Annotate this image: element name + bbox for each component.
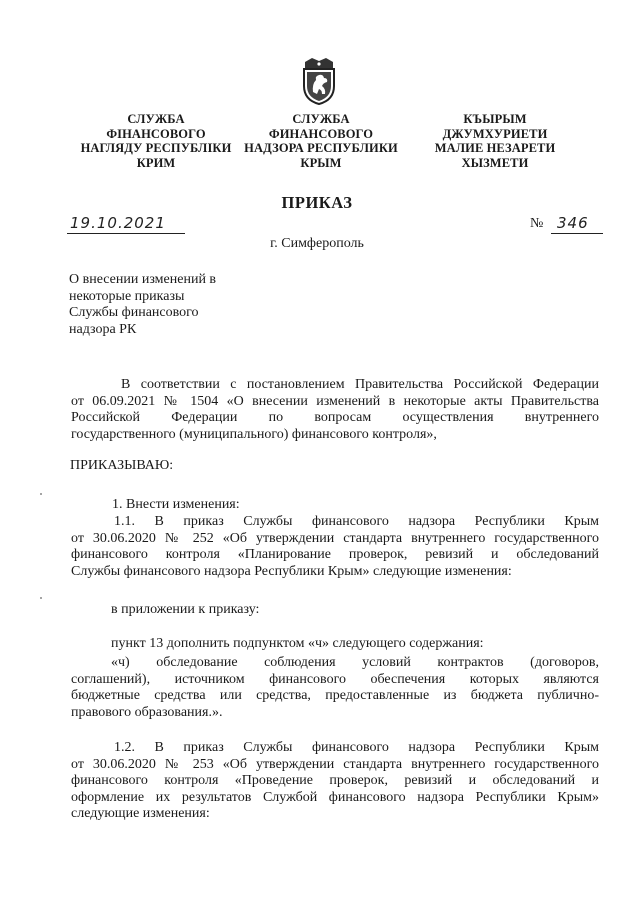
document-date: 19.10.2021 — [70, 214, 166, 232]
document-title: ПРИКАЗ — [281, 193, 353, 212]
city-line: г. Симферополь — [270, 236, 364, 251]
scan-speck — [40, 493, 42, 495]
item-1-2-line: от 30.06.2020 № 253 «Об утверждении стандарта внутреннего государственного — [71, 756, 599, 772]
subpoint-ch-line: соглашений), источником финансового обеспечения которых являются — [71, 671, 599, 687]
header-crimean-tatar: КЪЫРЫМ ДЖУМХУРИЕТИ МАЛИЕ НЕЗАРЕТИ ХЫЗМЕТИ — [434, 112, 556, 170]
item-1: 1. Внести изменения: — [112, 497, 240, 512]
appendix-line: в приложении к приказу: — [111, 602, 260, 617]
order-word: ПРИКАЗЫВАЮ: — [70, 458, 174, 473]
item-1-2-line: финансового контроля «Проведение проверок, ревизий и обследований и — [71, 773, 599, 788]
item-1-2-line: 1.2. В приказ Службы финансового надзора Республики Крым — [114, 740, 599, 755]
subpoint-ch-line: «ч) обследование соблюдения условий контрактов (договоров, — [111, 655, 599, 670]
item-1-1-line: Службы финансового надзора Республики Крым» следующие изменения: — [71, 563, 512, 579]
document-number: 346 — [557, 214, 589, 232]
number-sign: № — [530, 216, 544, 231]
subpoint-ch-paragraph — [71, 655, 599, 721]
item-1-2-paragraph — [71, 740, 599, 823]
scan-speck — [40, 597, 42, 599]
document-subject: О внесении изменений в некоторые приказы Службы финансового надзора РК — [69, 272, 217, 337]
item-1-2-line: оформление их результатов Службой финансового надзора Республики Крым» — [71, 789, 599, 805]
subpoint-ch-line: бюджетные средства или средства, предоставленные из бюджета публично- — [71, 688, 599, 703]
item-1-1-line: финансового контроля «Планирование проверок, ревизий и обследований — [71, 547, 599, 562]
item-1-1-line: 1.1. В приказ Службы финансового надзора Республики Крым — [114, 514, 599, 529]
preamble-line: от 06.09.2021 № 1504 «О внесении изменений в некоторые акты Правительства — [71, 393, 599, 409]
item-1-1-paragraph — [71, 514, 599, 580]
preamble-line: Российской Федерации по вопросам осуществления внутреннего — [71, 410, 599, 425]
item-1-1-line: от 30.06.2020 № 252 «Об утверждении стандарта внутреннего государственного — [71, 530, 599, 546]
header-ukrainian: СЛУЖБА ФІНАНСОВОГО НАГЛЯДУ РЕСПУБЛІКИ КРИМ — [80, 112, 232, 170]
preamble-line: В соответствии с постановлением Правительства Российской Федерации — [121, 377, 599, 392]
point-13-line: пункт 13 дополнить подпунктом «ч» следующего содержания: — [111, 636, 484, 651]
preamble-line: государственного (муниципального) финансового контроля», — [71, 426, 437, 442]
crimea-coat-of-arms-icon — [299, 56, 339, 106]
subpoint-ch-line: правового образования.». — [71, 704, 223, 720]
preamble-paragraph — [71, 377, 599, 443]
item-1-2-line: следующие изменения: — [71, 806, 210, 821]
header-russian: СЛУЖБА ФИНАНСОВОГО НАДЗОРА РЕСПУБЛИКИ КРЫМ — [244, 112, 398, 170]
